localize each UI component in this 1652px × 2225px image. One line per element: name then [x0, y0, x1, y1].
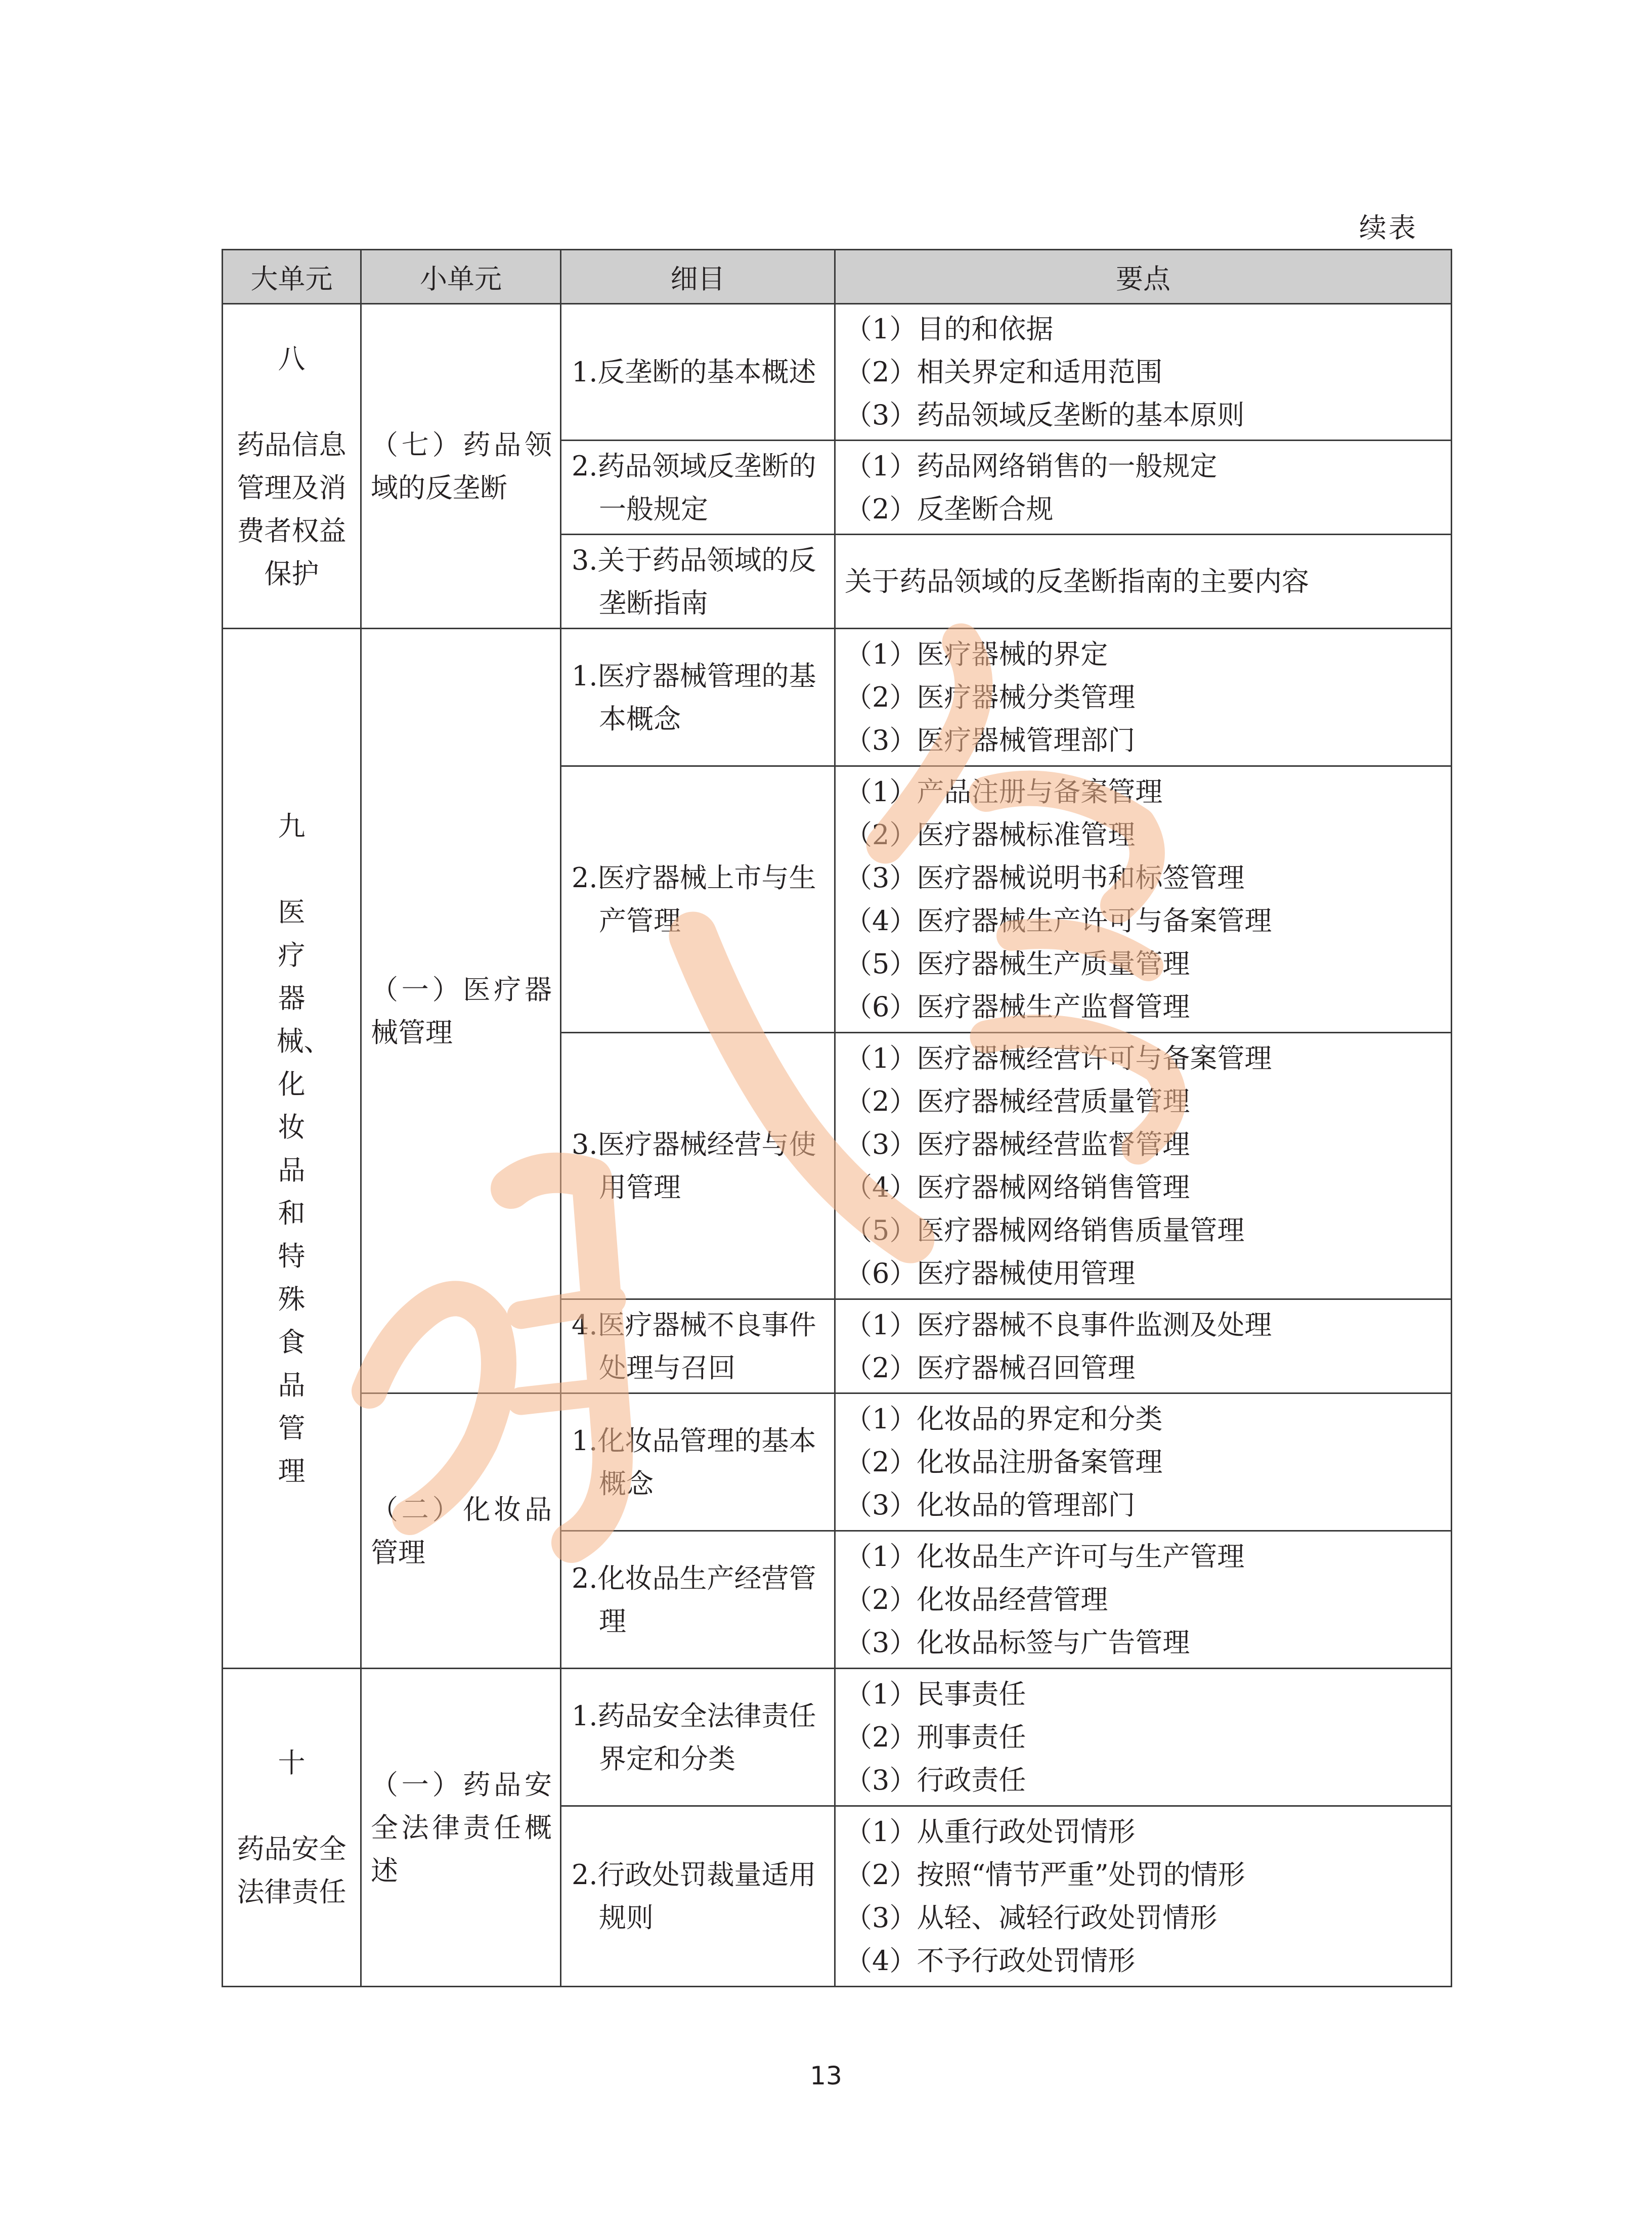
list-item: （2）化妆品经营管理 — [845, 1584, 1108, 1616]
list-item: （1）民事责任 — [845, 1678, 1026, 1710]
list-item: （3）药品领域反垄断的基本原则 — [845, 399, 1245, 431]
major-unit-number: 九 — [278, 810, 306, 842]
major-unit-number: 十 — [278, 1747, 306, 1779]
detail-cell: 2.医疗器械上市与生产管理 — [561, 766, 835, 1033]
key-points-cell — [835, 1393, 1452, 1531]
detail-cell: 2.药品领域反垄断的一般规定 — [561, 441, 835, 535]
list-item: （1）医疗器械的界定 — [845, 638, 1108, 670]
list-item: 关于药品领域的反垄断指南的主要内容 — [845, 565, 1309, 597]
detail-cell: 2.行政处罚裁量适用规则 — [561, 1806, 835, 1987]
header-cell-major-unit: 大单元 — [223, 250, 361, 304]
page-number: 13 — [810, 2061, 842, 2090]
major-unit-cell — [223, 629, 361, 1669]
detail-cell: 3.关于药品领域的反垄断指南 — [561, 535, 835, 629]
sub-unit-cell: （二）化妆品管理 — [361, 1393, 561, 1669]
major-unit-title: 医疗器械、化妆品和特殊食品管理 — [276, 896, 331, 1487]
list-item: （1）医疗器械不良事件监测及处理 — [845, 1308, 1272, 1341]
list-item: （3）化妆品标签与广告管理 — [845, 1627, 1190, 1659]
table-row — [223, 1669, 1452, 1806]
key-points-cell — [835, 535, 1452, 629]
key-points-cell — [835, 766, 1452, 1033]
list-item: （3）医疗器械管理部门 — [845, 724, 1136, 756]
key-points-cell — [835, 1669, 1452, 1806]
list-item: （1）产品注册与备案管理 — [845, 776, 1163, 808]
detail-cell: 2.化妆品生产经营管理 — [561, 1531, 835, 1669]
detail-cell: 1.医疗器械管理的基本概念 — [561, 629, 835, 766]
sub-unit-cell: （一）医疗器械管理 — [361, 629, 561, 1393]
header-cell-sub-unit: 小单元 — [361, 250, 561, 304]
header-cell-detail: 细目 — [561, 250, 835, 304]
list-item: （6）医疗器械生产监督管理 — [845, 991, 1190, 1023]
list-item: （1）医疗器械经营许可与备案管理 — [845, 1042, 1272, 1074]
list-item: （2）医疗器械标准管理 — [845, 819, 1136, 851]
major-unit-title: 药品信息管理及消费者权益保护 — [237, 428, 346, 590]
list-item: （4）医疗器械生产许可与备案管理 — [845, 905, 1272, 937]
sub-unit-cell: （一）药品安全法律责任概述 — [361, 1669, 561, 1987]
syllabus-table — [222, 249, 1452, 1987]
table-row — [223, 629, 1452, 766]
major-unit-cell — [223, 304, 361, 629]
list-item: （5）医疗器械网络销售质量管理 — [845, 1214, 1245, 1246]
continued-label: 续表 — [1359, 212, 1418, 244]
list-item: （2）相关界定和适用范围 — [845, 356, 1163, 388]
list-item: （4）医疗器械网络销售管理 — [845, 1171, 1190, 1203]
list-item: （1）从重行政处罚情形 — [845, 1816, 1136, 1848]
list-item: （3）行政责任 — [845, 1764, 1026, 1796]
list-item: （2）化妆品注册备案管理 — [845, 1446, 1163, 1478]
list-item: （2）刑事责任 — [845, 1721, 1026, 1753]
list-item: （3）医疗器械说明书和标签管理 — [845, 862, 1245, 894]
list-item: （1）目的和依据 — [845, 313, 1054, 345]
list-item: （4）不予行政处罚情形 — [845, 1945, 1136, 1977]
key-points-cell — [835, 441, 1452, 535]
list-item: （3）医疗器械经营监督管理 — [845, 1128, 1190, 1160]
list-item: （5）医疗器械生产质量管理 — [845, 948, 1190, 980]
major-unit-number: 八 — [278, 342, 306, 375]
table-row — [223, 1393, 1452, 1531]
list-item: （2）医疗器械召回管理 — [845, 1351, 1136, 1384]
key-points-cell — [835, 1299, 1452, 1393]
list-item: （3）从轻、减轻行政处罚情形 — [845, 1902, 1218, 1934]
list-item: （6）医疗器械使用管理 — [845, 1257, 1136, 1289]
list-item: （1）药品网络销售的一般规定 — [845, 450, 1218, 482]
list-item: （3）化妆品的管理部门 — [845, 1489, 1136, 1521]
sub-unit-cell: （七）药品领域的反垄断 — [361, 304, 561, 629]
list-item: （2）反垄断合规 — [845, 493, 1054, 525]
detail-cell: 1.药品安全法律责任界定和分类 — [561, 1669, 835, 1806]
table-header-row — [223, 250, 1452, 304]
key-points-cell — [835, 304, 1452, 441]
major-unit-cell — [223, 1669, 361, 1987]
list-item: （2）医疗器械经营质量管理 — [845, 1085, 1190, 1117]
key-points-cell — [835, 1806, 1452, 1987]
detail-cell: 1.反垄断的基本概述 — [561, 304, 835, 441]
key-points-cell — [835, 1033, 1452, 1299]
list-item: （1）化妆品的界定和分类 — [845, 1403, 1163, 1435]
key-points-cell — [835, 1531, 1452, 1669]
detail-cell: 4.医疗器械不良事件处理与召回 — [561, 1299, 835, 1393]
header-cell-key-points: 要点 — [835, 250, 1452, 304]
detail-cell: 3.医疗器械经营与使用管理 — [561, 1033, 835, 1299]
detail-cell: 1.化妆品管理的基本概念 — [561, 1393, 835, 1531]
list-item: （2）医疗器械分类管理 — [845, 681, 1136, 713]
key-points-cell — [835, 629, 1452, 766]
major-unit-title: 药品安全法律责任 — [237, 1833, 346, 1908]
list-item: （1）化妆品生产许可与生产管理 — [845, 1541, 1245, 1573]
list-item: （2）按照“情节严重”处罚的情形 — [845, 1859, 1245, 1891]
table-row — [223, 304, 1452, 441]
